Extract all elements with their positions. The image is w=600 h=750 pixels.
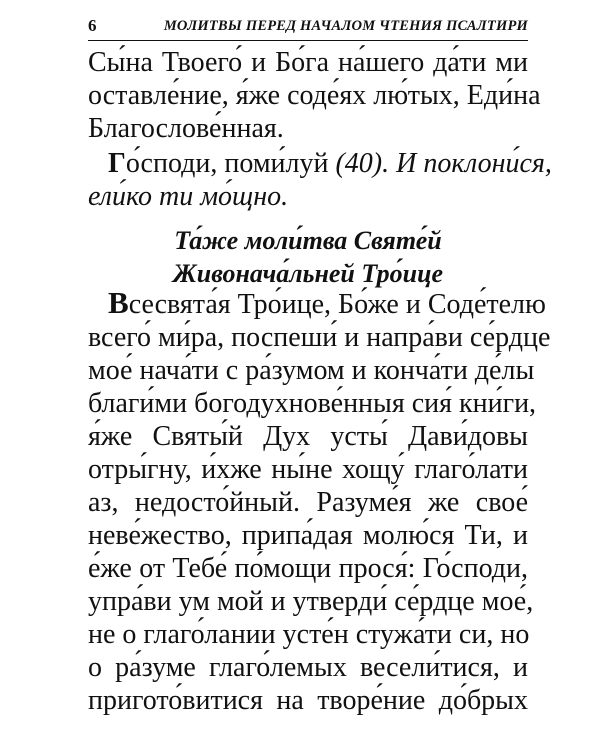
text-line: отры́гну, и́хже ны́не хощу́ глаго́лати <box>88 454 528 485</box>
text-line: благи́ми богодухнове́нныя сия́ кни́ги, <box>88 388 537 419</box>
text-line: е́же от Тебе́ по́мощи прося́: Го́споди, <box>88 553 528 584</box>
text-line: всего́ ми́ра, поспеши́ и напра́ви се́рдце <box>88 322 551 353</box>
initial-letter: Г <box>108 148 126 179</box>
heading-line: Та́же моли́тва Святе́й <box>174 226 442 255</box>
prayer-heading <box>88 224 528 290</box>
paragraph-closing-prayer <box>88 46 541 145</box>
text-line: неве́жество, припа́дая молю́ся Ти, и <box>88 520 528 551</box>
text-line <box>88 285 546 321</box>
text-normal: сесвята́я Тро́ице, Бо́же и Соде́телю <box>128 289 546 320</box>
text-line: Благослове́нная. <box>88 113 284 144</box>
text-line: о ра́зуме глаго́лемых весели́тися, и <box>88 652 528 683</box>
paragraph-lord-have-mercy <box>88 147 552 213</box>
initial-letter: В <box>108 285 129 320</box>
text-line: Сы́на Твоего́ и Бо́га на́шего да́ти ми <box>88 47 528 78</box>
rubric-text: ели́ко ти мо́щно. <box>88 181 289 212</box>
text-line: я́же Святы́й Дух усты́ Дави́довы <box>88 421 528 452</box>
text-line: мое́ нача́ти с ра́зумом и конча́ти де́лы <box>88 355 535 386</box>
running-title: МОЛИТВЫ ПЕРЕД НАЧАЛОМ ЧТЕНИЯ ПСАЛТИРИ <box>163 18 528 34</box>
page-number: 6 <box>88 16 97 35</box>
rubric-text: (40). И поклони́ся, <box>328 148 552 179</box>
page-header <box>88 14 528 41</box>
text-line <box>88 147 552 180</box>
paragraph-trinity-prayer <box>88 285 551 717</box>
text-line: оставле́ние, я́же соде́ях лю́тых, Еди́на <box>88 80 541 111</box>
text-line: упра́ви ум мой и утверди́ се́рдце мое́, <box>88 586 534 617</box>
text-line: не о глаго́лании усте́н стужа́ти си, но <box>88 619 530 650</box>
text-normal: о́споди, поми́луй <box>125 148 329 179</box>
text-line: аз, недосто́йный. Разуме́я же свое́ <box>88 487 528 518</box>
heading-line: Живонача́льней Тро́ице <box>172 259 444 288</box>
text-line: пригото́витися на творе́ние до́брых <box>88 685 528 716</box>
